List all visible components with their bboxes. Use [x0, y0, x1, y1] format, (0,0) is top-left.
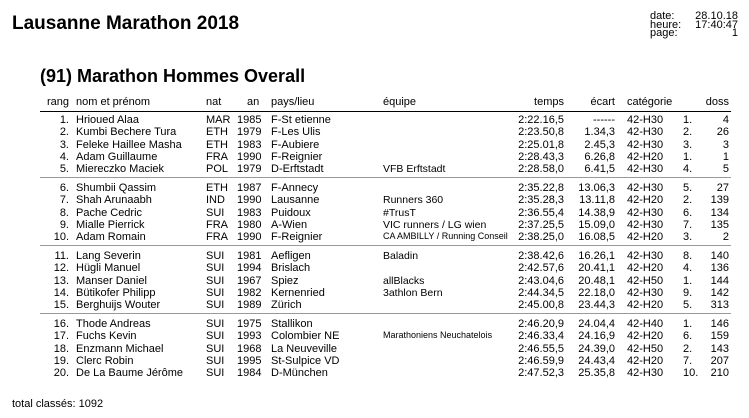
cell-temps: 2:46.55,5: [518, 342, 564, 355]
cell-ecart: 6.41,5: [584, 163, 615, 176]
cell-rang: 18.: [53, 342, 69, 355]
cell-doss: 134: [710, 206, 729, 219]
cell-catrang: 6.: [683, 330, 693, 343]
cell-ecart: 22.18,0: [578, 286, 615, 299]
cell-ecart: 20.48,1: [578, 274, 615, 287]
cell-doss: 207: [710, 354, 729, 367]
cell-catrang: 1.: [683, 318, 693, 330]
cell-doss: 144: [710, 274, 729, 287]
cell-nom: Hrioued Alaa: [76, 114, 139, 126]
cell-nat: ETH: [206, 126, 228, 139]
table-row: [0, 182, 749, 194]
cell-nat: SUI: [206, 262, 225, 275]
table-row: [0, 126, 749, 138]
cell-catrang: 10.: [683, 367, 699, 380]
cell-cat: 42-H30: [627, 126, 664, 139]
cell-an: 1983: [237, 206, 262, 219]
table-row: [0, 207, 749, 219]
cell-an: 1984: [237, 367, 262, 380]
cell-temps: 2:28.43,3: [518, 150, 564, 163]
col-pays: pays/lieu: [271, 96, 315, 108]
cell-ecart: 13.11,8: [579, 194, 615, 207]
cell-nat: SUI: [206, 274, 225, 287]
cell-an: 1975: [237, 318, 262, 330]
cell-cat: 42-H20: [627, 330, 664, 343]
cell-doss: 136: [710, 262, 729, 275]
cell-rang: 17.: [53, 330, 69, 343]
cell-rang: 12.: [53, 262, 69, 275]
cell-equipe: Marathoniens Neuchatelois: [383, 330, 493, 341]
cell-nom: Kumbi Bechere Tura: [76, 126, 177, 139]
cell-ecart: 1.34,3: [584, 126, 615, 139]
cell-rang: 10.: [53, 231, 69, 244]
cell-cat: 42-H30: [627, 250, 664, 262]
cell-doss: 159: [710, 330, 729, 343]
cell-cat: 42-H30: [627, 138, 664, 151]
cell-equipe: VIC runners / LG wien: [383, 218, 487, 231]
cell-catrang: 9.: [683, 286, 693, 299]
cell-nat: FRA: [206, 218, 228, 231]
group-divider: [40, 177, 731, 178]
cell-pays: F-Les Ulis: [271, 126, 321, 139]
cell-pays: Zürich: [271, 299, 302, 312]
cell-nom: Shah Arunaabh: [76, 194, 152, 207]
table-row: [0, 262, 749, 274]
cell-an: 1989: [237, 299, 262, 312]
meta-label: date:: [650, 10, 675, 22]
cell-nom: Pache Cedric: [76, 206, 143, 219]
cell-pays: F-Reignier: [271, 231, 323, 244]
report-meta: [650, 12, 738, 38]
cell-ecart: 23.44,3: [578, 299, 615, 312]
cell-temps: 2:46.59,9: [518, 354, 564, 367]
cell-cat: 42-H20: [627, 231, 664, 244]
cell-rang: 5.: [59, 163, 69, 176]
cell-pays: D-Erftstadt: [271, 163, 324, 176]
meta-value: 17:40:47: [695, 18, 738, 31]
cell-ecart: 24.16,9: [578, 330, 615, 343]
cell-nom: Feleke Haillee Masha: [76, 138, 182, 151]
cell-catrang: 2.: [683, 194, 693, 207]
cell-nat: SUI: [206, 206, 225, 219]
cell-pays: D-München: [271, 367, 328, 380]
cell-an: 1993: [237, 330, 262, 343]
cell-equipe: 3athlon Bern: [383, 286, 443, 299]
cell-nom: Mialle Pierrick: [76, 218, 145, 231]
cell-an: 1990: [237, 150, 262, 163]
cell-pays: Lausanne: [271, 194, 320, 207]
page-title: Lausanne Marathon 2018: [12, 13, 240, 34]
cell-cat: 42-H50: [627, 342, 664, 355]
meta-label: page:: [650, 27, 678, 40]
cell-rang: 9.: [59, 218, 69, 231]
cell-cat: 42-H30: [627, 182, 664, 194]
col-an: an: [247, 96, 260, 108]
cell-cat: 42-H50: [627, 274, 664, 287]
table-row: [0, 275, 749, 287]
meta-label: heure:: [650, 18, 682, 31]
cell-nom: Shumbii Qassim: [76, 182, 157, 194]
cell-cat: 42-H30: [627, 218, 664, 231]
cell-doss: 143: [710, 342, 729, 355]
cell-ecart: 14.38,9: [578, 206, 615, 219]
cell-pays: Brislach: [271, 262, 311, 275]
cell-catrang: 7.: [683, 218, 693, 231]
table-row: [0, 330, 749, 342]
cell-cat: 42-H20: [627, 262, 664, 275]
cell-doss: 27: [716, 182, 729, 194]
cell-an: 1980: [237, 218, 262, 231]
table-row: [0, 343, 749, 355]
group-divider: [40, 313, 731, 314]
cell-cat: 42-H20: [627, 194, 664, 207]
cell-an: 1968: [237, 342, 262, 355]
cell-nom: Berghuijs Wouter: [76, 299, 161, 312]
cell-temps: 2:43.04,6: [518, 274, 564, 287]
cell-nom: Thode Andreas: [76, 318, 151, 330]
table-row: [0, 355, 749, 367]
meta-value: 1: [731, 27, 738, 40]
cell-nom: Adam Romain: [76, 231, 146, 244]
cell-an: 1985: [237, 114, 262, 126]
col-ecart: écart: [590, 96, 615, 108]
cell-pays: F-Annecy: [271, 182, 319, 194]
cell-doss: 140: [710, 250, 729, 262]
cell-temps: 2:35.28,3: [518, 194, 564, 207]
cell-catrang: 6.: [683, 206, 693, 219]
cell-nom: Manser Daniel: [76, 274, 147, 287]
table-row: [0, 367, 749, 379]
cell-an: 1979: [237, 163, 262, 176]
cell-catrang: 3.: [683, 138, 693, 151]
cell-doss: 313: [710, 299, 729, 312]
cell-catrang: 1.: [683, 150, 693, 163]
table-row: [0, 114, 749, 126]
cell-an: 1983: [237, 138, 262, 151]
cell-equipe: VFB Erftstadt: [383, 163, 446, 176]
cell-equipe: CA AMBILLY / Running Conseil: [383, 231, 508, 242]
cell-nom: Enzmann Michael: [76, 342, 164, 355]
cell-an: 1967: [237, 274, 262, 287]
col-nat: nat: [206, 96, 222, 108]
total-classes: total classés: 1092: [12, 398, 104, 410]
cell-pays: La Neuveville: [271, 342, 338, 355]
cell-temps: 2:42.57,6: [518, 262, 564, 275]
cell-cat: 42-H30: [627, 367, 664, 380]
cell-temps: 2:37.25,5: [518, 218, 564, 231]
cell-catrang: 2.: [683, 126, 693, 139]
cell-nat: IND: [206, 194, 225, 207]
cell-nat: SUI: [206, 354, 225, 367]
cell-temps: 2:47.52,3: [518, 367, 564, 380]
cell-doss: 210: [710, 367, 729, 380]
cell-doss: 2: [722, 231, 729, 244]
cell-rang: 4.: [59, 150, 69, 163]
cell-equipe: allBlacks: [383, 274, 425, 287]
cell-cat: 42-H20: [627, 354, 664, 367]
cell-nat: SUI: [206, 250, 225, 262]
cell-pays: F-Reignier: [271, 150, 323, 163]
cell-temps: 2:46.33,4: [518, 330, 564, 343]
cell-an: 1979: [237, 126, 262, 139]
col-doss: doss: [705, 96, 729, 108]
cell-an: 1990: [237, 231, 262, 244]
cell-temps: 2:23.50,8: [518, 126, 564, 139]
cell-ecart: 16.08,5: [578, 231, 615, 244]
table-row: [0, 287, 749, 299]
cell-doss: 4: [722, 114, 729, 126]
cell-rang: 14.: [53, 286, 69, 299]
cell-nat: MAR: [206, 114, 231, 126]
cell-temps: 2:46.20,9: [518, 318, 564, 330]
cell-ecart: 24.39,0: [578, 342, 615, 355]
cell-nom: Hügli Manuel: [76, 262, 141, 275]
cell-catrang: 3.: [683, 231, 693, 244]
cell-doss: 142: [710, 286, 729, 299]
cell-equipe: Runners 360: [383, 194, 444, 207]
cell-catrang: 4.: [683, 262, 693, 275]
cell-an: 1995: [237, 354, 262, 367]
table-row: [0, 139, 749, 151]
table-row: [0, 299, 749, 311]
cell-ecart: 6.26,8: [584, 150, 615, 163]
cell-ecart: 15.09,0: [578, 218, 615, 231]
cell-an: 1994: [237, 262, 262, 275]
cell-pays: Stallikon: [271, 318, 313, 330]
col-rang: rang: [46, 96, 69, 108]
cell-doss: 5: [722, 163, 729, 176]
cell-nom: Fuchs Kevin: [76, 330, 137, 343]
cell-nat: SUI: [206, 299, 225, 312]
cell-nom: Adam Guillaume: [76, 150, 158, 163]
cell-catrang: 1.: [683, 114, 693, 126]
cell-pays: F-Aubiere: [271, 138, 320, 151]
cell-temps: 2:36.55,4: [518, 206, 564, 219]
cell-pays: Kernenried: [271, 286, 325, 299]
cell-rang: 7.: [59, 194, 69, 207]
cell-temps: 2:35.22,8: [518, 182, 564, 194]
results-subtitle: (91) Marathon Hommes Overall: [40, 66, 306, 86]
cell-temps: 2:45.00,8: [518, 299, 564, 312]
cell-ecart: ------: [593, 114, 615, 126]
cell-cat: 42-H30: [627, 286, 664, 299]
cell-nat: SUI: [206, 318, 225, 330]
cell-doss: 3: [722, 138, 729, 151]
cell-rang: 19.: [53, 354, 69, 367]
cell-rang: 6.: [59, 182, 69, 194]
table-row: [0, 194, 749, 206]
table-row: [0, 250, 749, 262]
cell-rang: 20.: [53, 367, 69, 380]
cell-catrang: 5.: [683, 299, 693, 312]
cell-nat: ETH: [206, 138, 228, 151]
cell-catrang: 8.: [683, 250, 693, 262]
cell-nat: SUI: [206, 330, 225, 343]
cell-nat: FRA: [206, 231, 228, 244]
cell-nat: FRA: [206, 150, 228, 163]
table-row: [0, 151, 749, 163]
cell-an: 1982: [237, 286, 262, 299]
cell-pays: Aefligen: [271, 250, 311, 262]
cell-temps: 2:38.25,0: [518, 231, 564, 244]
cell-ecart: 16.26,1: [578, 250, 615, 262]
cell-rang: 13.: [53, 274, 69, 287]
cell-pays: St-Sulpice VD: [271, 354, 340, 367]
cell-ecart: 2.45,3: [584, 138, 615, 151]
table-row: [0, 318, 749, 330]
cell-doss: 135: [710, 218, 729, 231]
cell-cat: 42-H30: [627, 206, 664, 219]
cell-nom: Bütikofer Philipp: [76, 286, 156, 299]
col-categorie: catégorie: [627, 96, 673, 108]
header-divider: [40, 111, 731, 112]
cell-rang: 3.: [59, 138, 69, 151]
cell-nom: De La Baume Jérôme: [76, 367, 183, 380]
cell-cat: 42-H30: [627, 114, 664, 126]
cell-an: 1990: [237, 194, 262, 207]
cell-pays: F-St etienne: [271, 114, 331, 126]
cell-rang: 1.: [59, 114, 69, 126]
meta-value: 28.10.18: [695, 10, 738, 22]
cell-cat: 42-H20: [627, 150, 664, 163]
col-equipe: équipe: [383, 96, 417, 108]
cell-nat: ETH: [206, 182, 228, 194]
cell-doss: 139: [710, 194, 729, 207]
cell-equipe: #TrusT: [383, 206, 416, 219]
cell-nat: POL: [206, 163, 229, 176]
cell-rang: 15.: [53, 299, 69, 312]
cell-pays: Colombier NE: [271, 330, 340, 343]
cell-doss: 1: [722, 150, 729, 163]
cell-cat: 42-H20: [627, 299, 664, 312]
cell-ecart: 24.04,4: [578, 318, 615, 330]
cell-cat: 42-H30: [627, 163, 664, 176]
cell-cat: 42-H40: [627, 318, 664, 330]
cell-catrang: 4.: [683, 163, 693, 176]
cell-pays: A-Wien: [271, 218, 308, 231]
cell-nom: Lang Severin: [76, 250, 141, 262]
cell-rang: 11.: [54, 250, 69, 262]
col-nom: nom et prénom: [76, 96, 150, 108]
cell-an: 1987: [237, 182, 262, 194]
cell-pays: Puidoux: [271, 206, 311, 219]
table-header: [0, 96, 749, 110]
results-table: [0, 114, 749, 394]
cell-doss: 26: [716, 126, 729, 139]
cell-temps: 2:22.16,5: [518, 114, 564, 126]
cell-nat: SUI: [206, 367, 225, 380]
cell-rang: 8.: [59, 206, 69, 219]
cell-nom: Miereczko Maciek: [76, 163, 165, 176]
group-divider: [40, 245, 731, 246]
cell-an: 1981: [237, 250, 262, 262]
cell-ecart: 24.43,4: [578, 354, 615, 367]
cell-temps: 2:38.42,6: [518, 250, 564, 262]
cell-ecart: 13.06,3: [578, 182, 615, 194]
cell-ecart: 20.41,1: [578, 262, 615, 275]
cell-pays: Spiez: [271, 274, 299, 287]
cell-temps: 2:28.58,0: [518, 163, 564, 176]
cell-rang: 16.: [53, 318, 69, 330]
cell-catrang: 1.: [683, 274, 693, 287]
cell-nat: SUI: [206, 342, 225, 355]
cell-ecart: 25.35,8: [578, 367, 615, 380]
table-row: [0, 219, 749, 231]
cell-temps: 2:44.34,5: [518, 286, 564, 299]
col-temps: temps: [534, 96, 564, 108]
cell-catrang: 2.: [683, 342, 693, 355]
cell-rang: 2.: [59, 126, 69, 139]
cell-catrang: 7.: [683, 354, 693, 367]
cell-doss: 146: [710, 318, 729, 330]
meta-page: [650, 29, 738, 38]
cell-nat: SUI: [206, 286, 225, 299]
cell-nom: Clerc Robin: [76, 354, 134, 367]
cell-temps: 2:25.01,8: [518, 138, 564, 151]
table-row: [0, 231, 749, 243]
cell-catrang: 5.: [683, 182, 693, 194]
table-row: [0, 163, 749, 175]
cell-equipe: Baladin: [383, 250, 419, 262]
